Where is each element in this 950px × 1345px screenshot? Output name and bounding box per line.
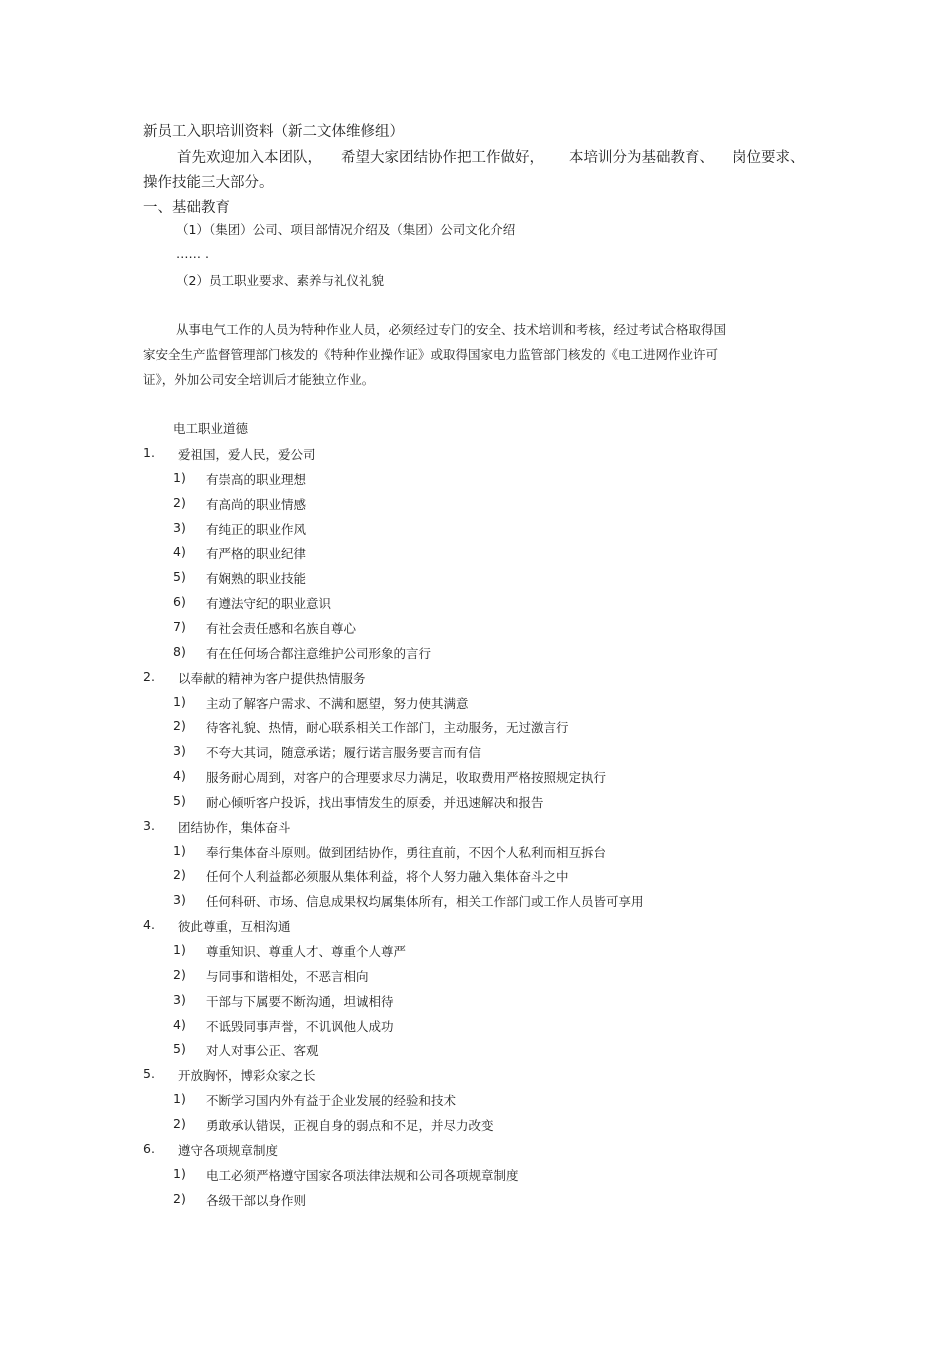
list-item: 任何个人利益都必须服从集体利益，将个人努力融入集体奋斗之中 <box>206 869 569 885</box>
intro-phrase: 首先欢迎加入本团队， <box>177 150 322 166</box>
list-item-marker: 4) <box>173 768 186 784</box>
list-item-marker: 2) <box>173 867 186 883</box>
ellipsis-text: …… . <box>176 246 209 261</box>
list-item: 不断学习国内外有益于企业发展的经验和技术 <box>206 1093 457 1109</box>
list-item-marker: 1) <box>173 469 186 485</box>
list-item: 有高尚的职业情感 <box>206 496 307 512</box>
list-item: 不诋毁同事声誉，不讥讽他人成功 <box>206 1018 394 1034</box>
list-group-title: 爱祖国，爱人民，爱公司 <box>178 447 316 462</box>
list-item-marker: 2) <box>173 1190 186 1206</box>
list-number: 3. <box>143 817 155 833</box>
list-item: 任何科研、市场、信息成果权均属集体所有，相关工作部门或工作人员皆可享用 <box>206 894 644 910</box>
intro-line-2: 操作技能三大部分。 <box>143 175 274 191</box>
list-item: 耐心倾听客户投诉，找出事情发生的原委，并迅速解决和报告 <box>206 794 544 810</box>
list-item: 主动了解客户需求、不满和愿望，努力使其满意 <box>206 695 469 711</box>
paragraph-line: 证》，外加公司安全培训后才能独立作业。 <box>143 372 375 387</box>
intro-phrase: 岗位要求、 <box>732 150 805 166</box>
list-item-marker: 3) <box>173 991 186 1007</box>
list-item: 各级干部以身作则 <box>206 1192 307 1208</box>
section-subitem: （2）员工职业要求、素养与礼仪礼貌 <box>176 273 384 288</box>
list-item-marker: 5) <box>173 569 186 585</box>
list-group-title: 遵守各项规章制度 <box>178 1142 279 1158</box>
section-heading: 一、基础教育 <box>143 200 230 216</box>
list-item-marker: 6) <box>173 594 186 610</box>
list-number: 5. <box>143 1066 155 1082</box>
list-item: 服务耐心周到，对客户的合理要求尽力满足，收取费用严格按照规定执行 <box>206 770 607 786</box>
list-item-marker: 1) <box>173 842 186 858</box>
section-subitem: （1）（集团）公司、项目部情况介绍及（集团）公司文化介绍 <box>176 222 516 237</box>
list-group-title: 开放胸怀，博彩众家之长 <box>178 1068 316 1084</box>
list-item: 待客礼貌、热情，耐心联系相关工作部门，主动服务，无过激言行 <box>206 720 569 736</box>
list-item-marker: 2) <box>173 494 186 510</box>
list-item-marker: 3) <box>173 743 186 759</box>
list-group-title: 以奉献的精神为客户提供热情服务 <box>178 670 366 686</box>
ethics-title: 电工职业道德 <box>173 421 249 436</box>
list-item: 有纯正的职业作风 <box>206 521 307 537</box>
list-item-marker: 1) <box>173 942 186 957</box>
list-item: 尊重知识、尊重人才、尊重个人尊严 <box>206 944 407 959</box>
list-item-marker: 5) <box>173 1041 186 1057</box>
list-item: 有社会责任感和名族自尊心 <box>206 620 357 636</box>
list-item: 有遵法守纪的职业意识 <box>206 596 332 612</box>
list-group-title: 团结协作，集体奋斗 <box>178 819 291 835</box>
list-number: 2. <box>143 668 155 684</box>
list-item: 电工必须严格遵守国家各项法律法规和公司各项规章制度 <box>206 1167 519 1183</box>
list-number: 4. <box>143 917 155 933</box>
intro-phrase: 本培训分为基础教育、 <box>569 150 714 166</box>
list-item-marker: 7) <box>173 618 186 634</box>
list-item-marker: 4) <box>173 1016 186 1032</box>
list-item-marker: 2) <box>173 966 186 982</box>
list-item-marker: 1) <box>173 1165 186 1181</box>
list-item-marker: 5) <box>173 792 186 808</box>
intro-phrase: 希望大家团结协作把工作做好， <box>341 150 544 166</box>
list-item: 有在任何场合都注意维护公司形象的言行 <box>206 645 432 661</box>
list-item: 干部与下属要不断沟通，坦诚相待 <box>206 993 394 1009</box>
paragraph-line: 从事电气工作的人员为特种作业人员，必须经过专门的安全、技术培训和考核，经过考试合格取得国 <box>176 322 727 337</box>
list-item: 不夸大其词，随意承诺；履行诺言服务要言而有信 <box>206 745 482 761</box>
list-item: 与同事和谐相处，不恶言相向 <box>206 968 369 984</box>
list-item-marker: 1) <box>173 1091 186 1107</box>
list-item-marker: 4) <box>173 544 186 560</box>
list-item-marker: 2) <box>173 718 186 734</box>
list-item: 奉行集体奋斗原则。做到团结协作，勇往直前，不因个人私利而相互拆台 <box>206 844 607 860</box>
list-item: 有崇高的职业理想 <box>206 471 307 487</box>
list-item: 有娴熟的职业技能 <box>206 571 307 587</box>
list-item: 对人对事公正、客观 <box>206 1043 319 1059</box>
list-number: 6. <box>143 1140 155 1156</box>
list-item: 勇敢承认错误，正视自身的弱点和不足，并尽力改变 <box>206 1117 494 1133</box>
list-item-marker: 3) <box>173 519 186 535</box>
list-item-marker: 1) <box>173 693 186 709</box>
list-group-title: 彼此尊重，互相沟通 <box>178 919 291 935</box>
list-item-marker: 2) <box>173 1115 186 1131</box>
list-number: 1. <box>143 445 155 460</box>
list-item-marker: 8) <box>173 643 186 659</box>
document-title: 新员工入职培训资料（新二文体维修组） <box>143 124 404 140</box>
list-item-marker: 3) <box>173 892 186 908</box>
paragraph-line: 家安全生产监督管理部门核发的《特种作业操作证》或取得国家电力监管部门核发的《电工进网作业许可 <box>143 347 719 362</box>
list-item: 有严格的职业纪律 <box>206 546 307 562</box>
